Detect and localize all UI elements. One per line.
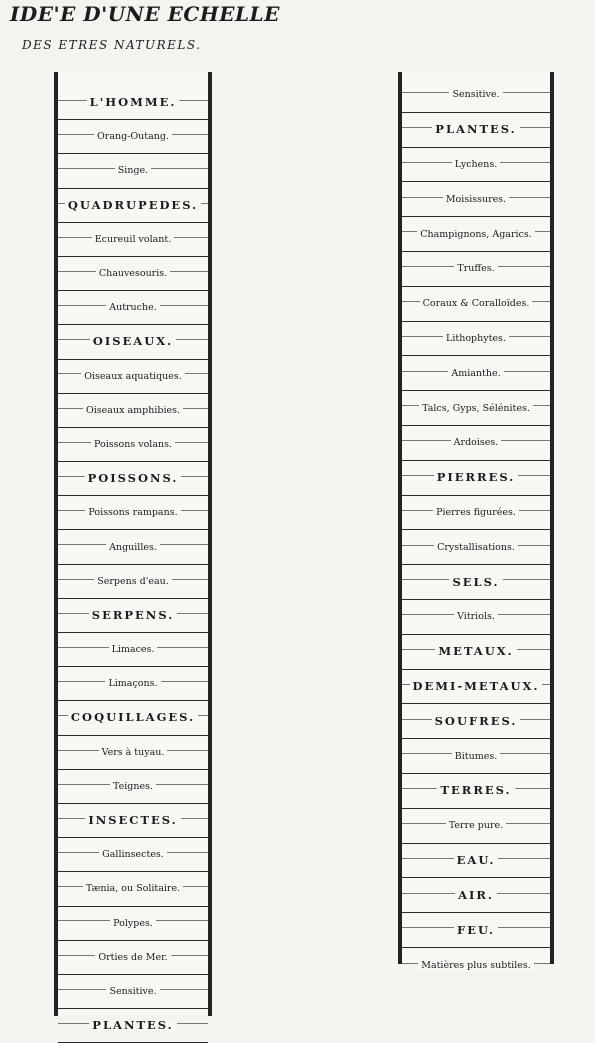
rung-label: Moisissures. xyxy=(443,194,509,205)
document-title: IDE'E D'UNE ECHELLE xyxy=(10,2,280,26)
rung-label: Champignons, Agarics. xyxy=(417,229,535,240)
ladder-rung xyxy=(402,774,550,809)
ladder-rung xyxy=(58,565,208,599)
rung-label: Tænia, ou Solitaire. xyxy=(83,883,183,894)
ladder-rung xyxy=(402,322,550,357)
category-label: INSECTES. xyxy=(85,815,180,826)
rung-label: Truffes. xyxy=(454,263,497,274)
rung-label: Sensitive. xyxy=(106,986,159,997)
rung-label: Chauvesouris. xyxy=(96,268,170,279)
rung-label: Vitriols. xyxy=(454,611,498,622)
rung-label: Gallinsectes. xyxy=(99,849,167,860)
ladder-rung xyxy=(402,739,550,774)
rung-label: Orties de Mer. xyxy=(95,952,170,963)
rung-label: Teignes. xyxy=(110,781,156,792)
rung-label: Oiseaux aquatiques. xyxy=(81,371,185,382)
category-label: TERRES. xyxy=(437,785,514,796)
ladder-rung xyxy=(58,86,208,120)
ladder-rung xyxy=(58,530,208,564)
ladder-rung xyxy=(58,599,208,633)
ladder-rung xyxy=(58,360,208,394)
rung-label: Matières plus subtiles. xyxy=(418,960,534,971)
ladder-rung xyxy=(58,325,208,359)
rung-label: Coraux & Coralloïdes. xyxy=(420,298,533,309)
ladder-rung xyxy=(58,667,208,701)
ladder-rung xyxy=(402,670,550,705)
ladder-rung xyxy=(58,496,208,530)
rung-label: Orang-Outang. xyxy=(94,131,172,142)
rung-label: Amianthe. xyxy=(448,368,503,379)
ladder-rung xyxy=(58,941,208,975)
ladder-right-column xyxy=(398,72,554,971)
rung-label: Ardoises. xyxy=(451,437,502,448)
ladder-rung xyxy=(58,154,208,188)
rung-label: Poissons rampans. xyxy=(85,507,180,518)
ladder-rung xyxy=(402,356,550,391)
ladder-rung xyxy=(402,600,550,635)
ladder-rung xyxy=(402,426,550,461)
document-subtitle: DES ETRES NATURELS. xyxy=(22,38,202,52)
rung-label: Lithophytes. xyxy=(443,333,509,344)
category-label: QUADRUPEDES. xyxy=(65,200,201,211)
category-label: FEU. xyxy=(454,925,498,936)
ladder-rung xyxy=(402,287,550,322)
rung-label: Singe. xyxy=(115,165,151,176)
ladder-rung xyxy=(402,78,550,113)
rung-label: Anguilles. xyxy=(106,542,160,553)
category-label: PLANTES. xyxy=(89,1020,176,1031)
ladder-rung xyxy=(58,462,208,496)
rung-label: Lychens. xyxy=(452,159,501,170)
ladder-rung xyxy=(402,565,550,600)
rung-label: Serpens d'eau. xyxy=(94,576,172,587)
ladder-rung xyxy=(58,701,208,735)
rung-label: Sensitive. xyxy=(449,89,502,100)
ladder-rung xyxy=(58,1009,208,1043)
rung-label: Terre pure. xyxy=(446,820,506,831)
ladder-rung xyxy=(402,252,550,287)
category-label: L'HOMME. xyxy=(87,97,180,108)
ladder-rung xyxy=(402,461,550,496)
ladder-rung xyxy=(402,635,550,670)
rung-label: Poissons volans. xyxy=(91,439,175,450)
rung-label: Bitumes. xyxy=(452,751,500,762)
ladder-rung xyxy=(402,809,550,844)
ladder-rung xyxy=(58,257,208,291)
ladder-rung xyxy=(58,838,208,872)
rung-label: Crystallisations. xyxy=(434,542,518,553)
ladder-rung xyxy=(58,223,208,257)
ladder-rung xyxy=(58,770,208,804)
category-label: SOUFRES. xyxy=(432,716,521,727)
ladder-rung xyxy=(402,496,550,531)
ladder-rung xyxy=(58,394,208,428)
rung-label: Ecureuil volant. xyxy=(92,234,175,245)
ladder-rung xyxy=(58,189,208,223)
ladder-rung xyxy=(58,907,208,941)
ladder-rung xyxy=(402,182,550,217)
rung-label: Polypes. xyxy=(110,918,156,929)
rung-label: Vers à tuyau. xyxy=(99,747,168,758)
category-label: POISSONS. xyxy=(85,473,182,484)
ladder-rung xyxy=(58,120,208,154)
ladder-rung xyxy=(58,975,208,1009)
ladder-rung xyxy=(402,391,550,426)
ladder-rung xyxy=(58,291,208,325)
category-label: PIERRES. xyxy=(434,472,519,483)
ladder-rung xyxy=(402,217,550,252)
ladder-rung xyxy=(402,878,550,913)
rung-label: Talcs, Gyps, Sélénites. xyxy=(419,403,533,414)
ladder-rung xyxy=(402,913,550,948)
ladder-left-column xyxy=(54,72,212,1033)
category-label: OISEAUX. xyxy=(90,336,176,347)
ladder-rung xyxy=(58,633,208,667)
category-label: PLANTES. xyxy=(432,124,519,135)
category-label: SELS. xyxy=(449,577,502,588)
ladder-rung xyxy=(402,704,550,739)
rung-label: Oiseaux amphibies. xyxy=(83,405,183,416)
category-label: COQUILLAGES. xyxy=(68,712,198,723)
ladder-rung xyxy=(402,113,550,148)
ladder-rung xyxy=(58,428,208,462)
ladder-rung xyxy=(402,148,550,183)
ladder-rung xyxy=(58,872,208,906)
ladder-rung xyxy=(402,844,550,879)
rung-label: Limaçons. xyxy=(105,678,160,689)
ladder-rung xyxy=(402,530,550,565)
rung-label: Pierres figurées. xyxy=(433,507,519,518)
ladder-rung xyxy=(58,736,208,770)
category-label: DEMI-METAUX. xyxy=(410,681,543,692)
category-label: AIR. xyxy=(455,890,497,901)
ladder-rung xyxy=(58,804,208,838)
ladder-rung xyxy=(402,948,550,983)
rung-label: Limaces. xyxy=(109,644,158,655)
category-label: EAU. xyxy=(454,855,499,866)
rung-label: Autruche. xyxy=(106,302,160,313)
category-label: SERPENS. xyxy=(89,610,177,621)
category-label: METAUX. xyxy=(435,646,516,657)
